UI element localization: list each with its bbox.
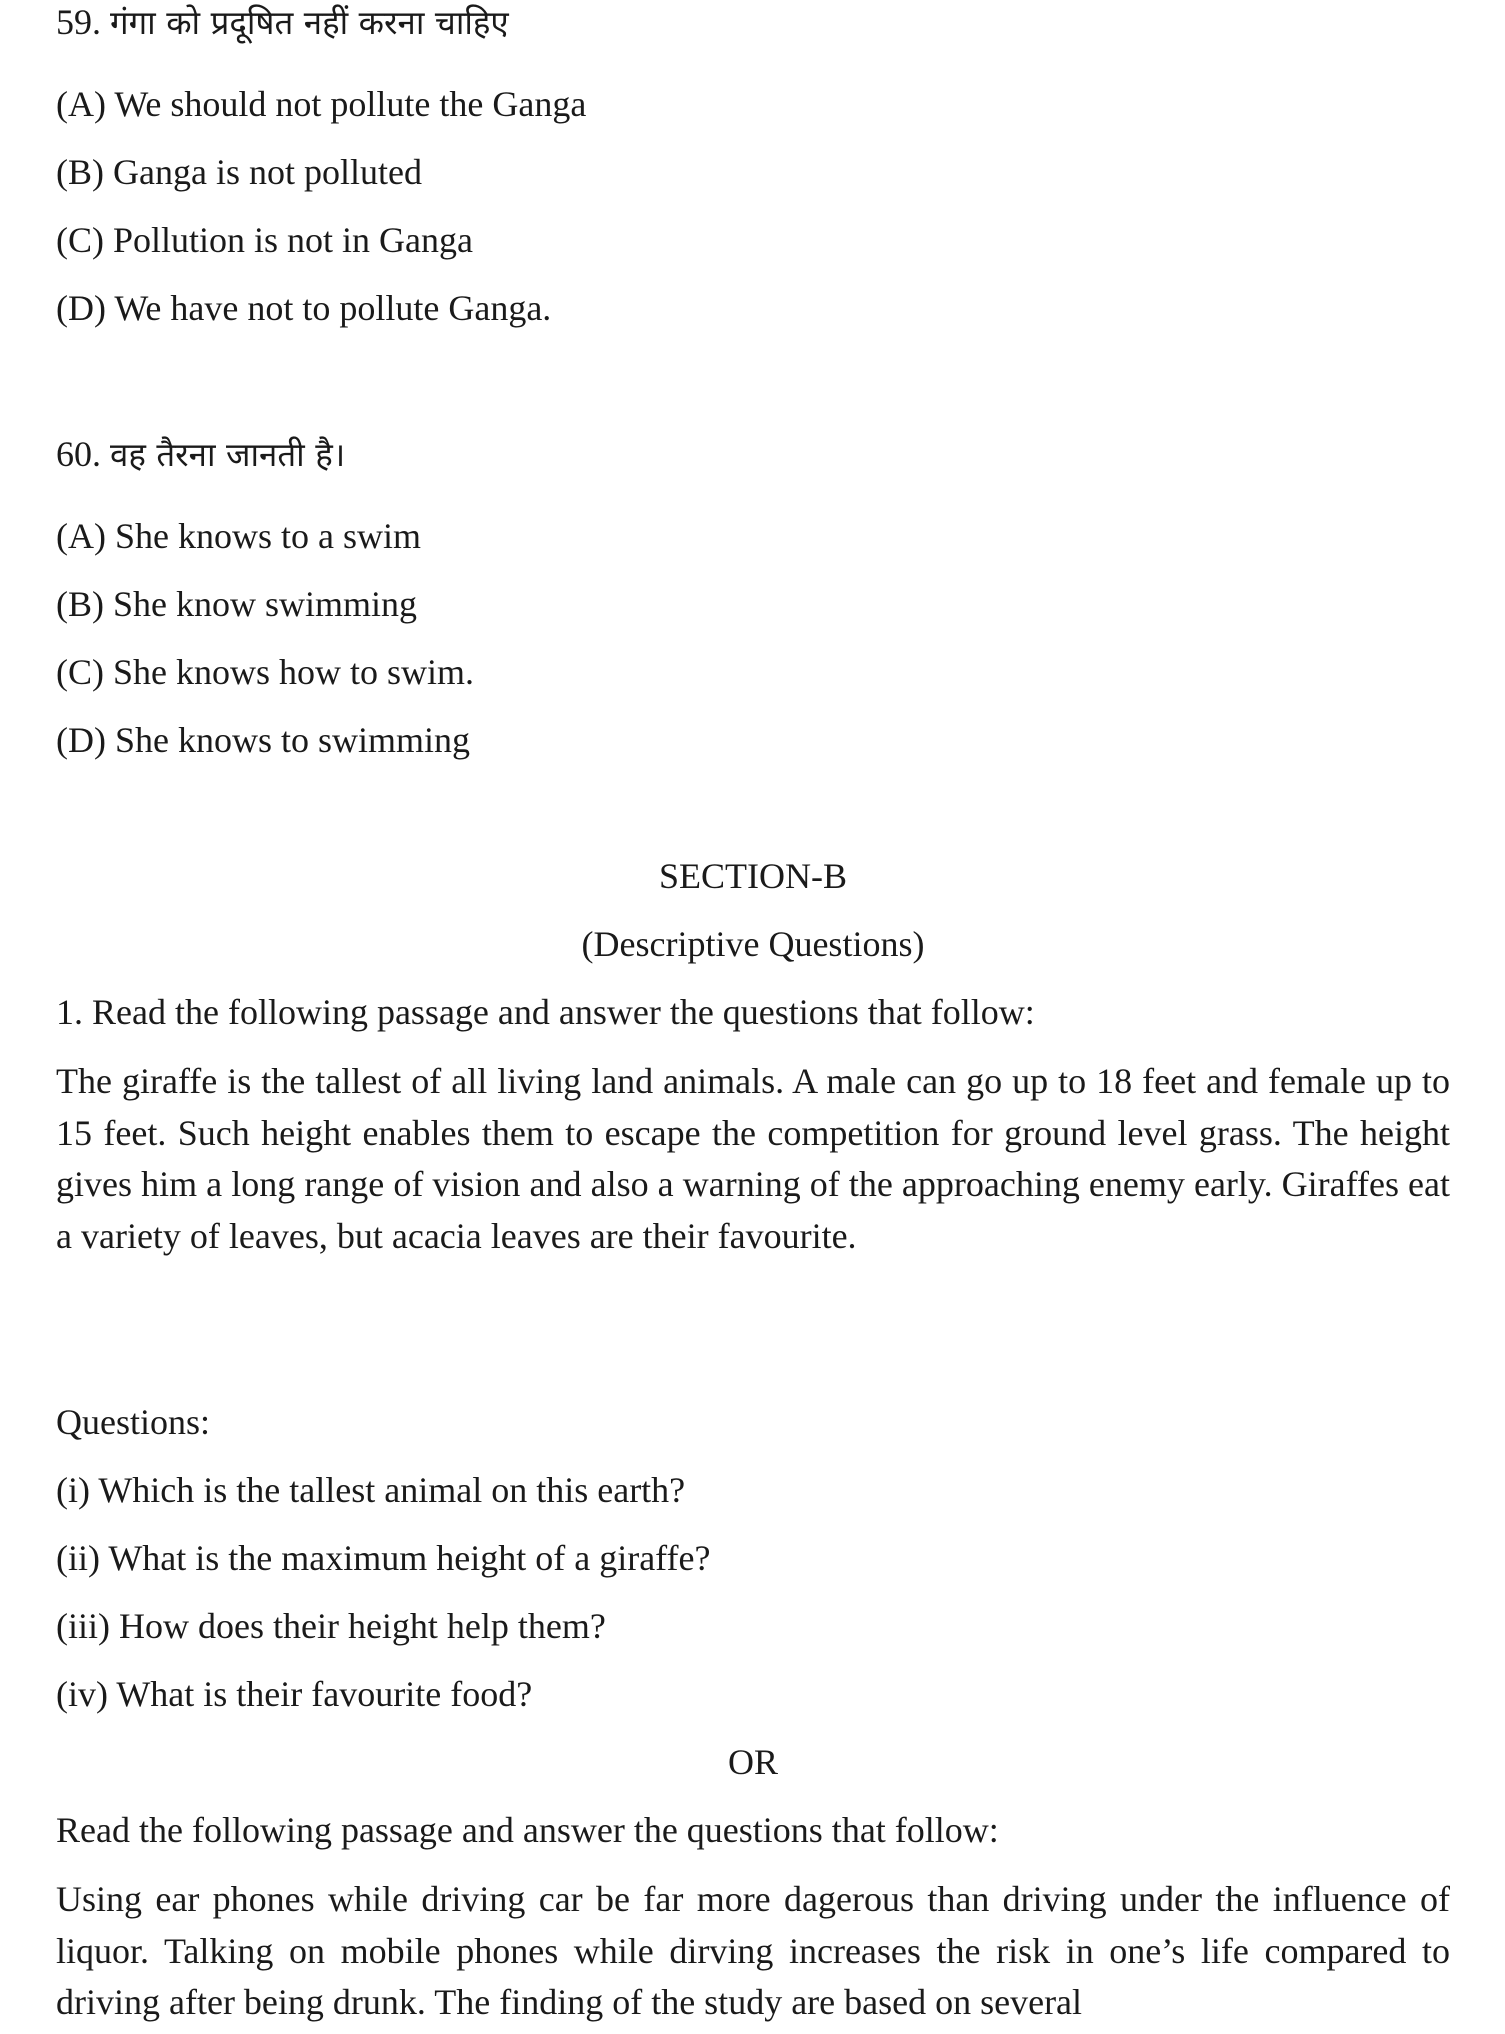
descriptive-q1-passage: The giraffe is the tallest of all living land animals. A male can go up to 18 feet and female up to 15 feet. Such height enables them to escape the competition for ground level grass. The height gives him a long range of vision and also a warning of the approaching enemy early. Giraffes eat a variety of leaves, but acacia leaves are their favourite. bbox=[56, 1061, 1450, 1256]
or-separator: OR bbox=[727, 1742, 778, 1782]
question-59-heading bbox=[56, 0, 509, 45]
descriptive-q1-question-iv: (iv) What is their favourite food? bbox=[56, 1674, 533, 1714]
descriptive-q1-question-ii: (ii) What is the maximum height of a giraffe? bbox=[56, 1538, 711, 1578]
descriptive-q1-instruction: 1. Read the following passage and answer the questions that follow: bbox=[56, 992, 1035, 1032]
section-subtitle: (Descriptive Questions) bbox=[581, 924, 925, 964]
question-59-option-c: (C) Pollution is not in Ganga bbox=[56, 220, 473, 260]
question-59-text: गंगा को प्रदूषित नहीं करना चाहिए bbox=[110, 3, 509, 42]
alt-passage-instruction: Read the following passage and answer the questions that follow: bbox=[56, 1810, 999, 1850]
question-59-number: 59. bbox=[56, 2, 101, 42]
question-60-option-a: (A) She knows to a swim bbox=[56, 516, 421, 556]
question-60-number: 60. bbox=[56, 434, 101, 474]
question-60-text: वह तैरना जानती है। bbox=[110, 435, 346, 474]
question-60-option-d: (D) She knows to swimming bbox=[56, 720, 470, 760]
question-59-option-a: (A) We should not pollute the Ganga bbox=[56, 84, 587, 124]
questions-label: Questions: bbox=[56, 1402, 211, 1442]
alt-passage-text: Using ear phones while driving car be far more dagerous than driving under the influence of liquor. Talking on mobile phones while dirving increases the risk in one’s life compared to driving after being drunk. The finding of the study are based on several bbox=[56, 1879, 1450, 2022]
question-60-option-c: (C) She knows how to swim. bbox=[56, 652, 475, 692]
question-59-option-b: (B) Ganga is not polluted bbox=[56, 152, 422, 192]
question-60-option-b: (B) She know swimming bbox=[56, 584, 418, 624]
question-59-option-d: (D) We have not to pollute Ganga. bbox=[56, 288, 552, 328]
question-60-heading bbox=[56, 432, 345, 477]
descriptive-q1-question-i: (i) Which is the tallest animal on this earth? bbox=[56, 1470, 686, 1510]
section-title: SECTION-B bbox=[659, 856, 847, 896]
descriptive-q1-question-iii: (iii) How does their height help them? bbox=[56, 1606, 606, 1646]
